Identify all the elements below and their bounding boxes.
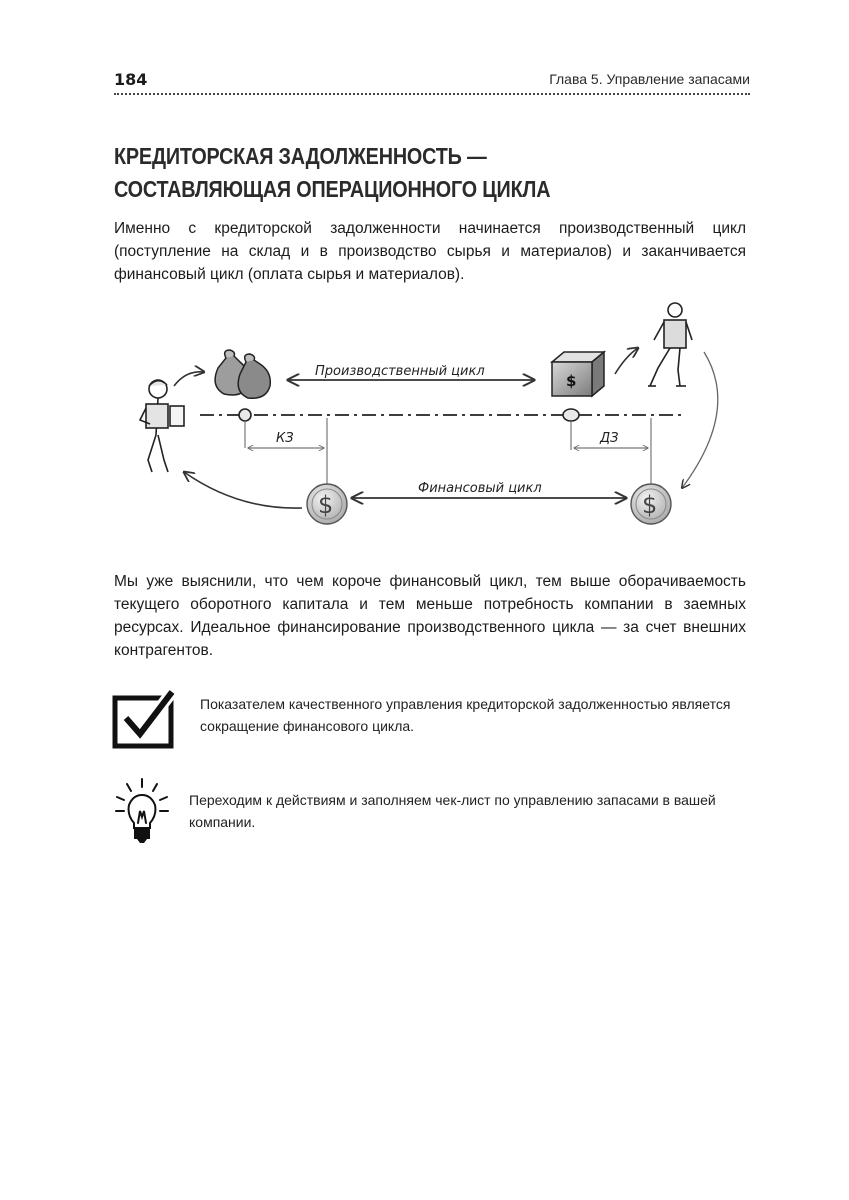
receivables-label: ДЗ	[600, 431, 619, 446]
summary-paragraph: Мы уже выяснили, что чем короче финансовый цикл, тем выше оборачиваемость текущего оборотного капитала и тем меньше потребность компании в заемных ресурсах. Идеальное финансирование производственного цикла — за счет внешних контрагентов.	[114, 573, 746, 659]
arrow-to-money-bags	[174, 372, 204, 386]
goods-box-icon	[552, 352, 604, 396]
checkmark-note: Показателем качественного управления кредиторской задолженностью является сокращение финансового цикла.	[200, 696, 731, 734]
checkmark-icon	[110, 688, 178, 750]
section-title-line-2: СОСТАВЛЯЮЩАЯ ОПЕРАЦИОННОГО ЦИКЛА	[114, 176, 551, 202]
worker-figure-icon	[140, 380, 184, 472]
operating-cycle-diagram	[130, 300, 730, 530]
arrow-to-right-person	[615, 348, 638, 374]
section-title	[114, 140, 664, 206]
financial-cycle-label: Финансовый цикл	[418, 481, 542, 496]
payment-arrow-from-customer	[682, 352, 718, 488]
money-bags-icon	[215, 350, 270, 398]
section-title-line-1: КРЕДИТОРСКАЯ ЗАДОЛЖЕННОСТЬ —	[114, 143, 487, 169]
lightbulb-note: Переходим к действиям и заполняем чек-лист по управлению запасами в вашей компании.	[189, 792, 716, 830]
timeline-node-receivables	[563, 409, 579, 421]
coin-left-symbol: $	[318, 491, 334, 519]
payment-coin-right-icon	[631, 484, 671, 524]
box-dollar-sign: $	[566, 372, 577, 390]
customer-figure-icon	[648, 303, 692, 386]
intro-paragraph: Именно с кредиторской задолженности начинается производственный цикл (поступление на склад и в производство сырья и материалов) и заканчивается финансовый цикл (оплата сырья и материалов).	[114, 220, 746, 283]
payment-coin-left-icon	[307, 484, 347, 524]
running-head: Глава 5. Управление запасами	[549, 71, 750, 87]
coin-right-symbol: $	[642, 491, 658, 519]
page-number: 184	[114, 70, 148, 89]
payment-arrow-to-worker	[184, 472, 302, 508]
payables-label: КЗ	[276, 431, 294, 446]
production-cycle-label: Производственный цикл	[315, 364, 485, 379]
lightbulb-icon	[113, 777, 171, 845]
header-rule	[114, 93, 750, 95]
timeline-node-payables	[239, 409, 251, 421]
